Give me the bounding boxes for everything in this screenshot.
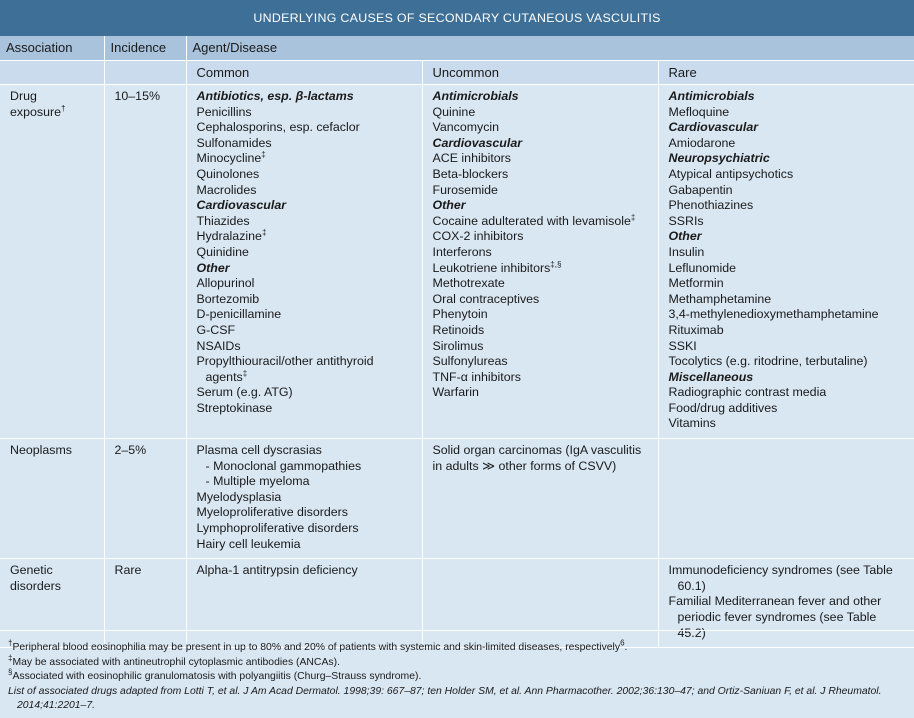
list-item: Oral contraceptives xyxy=(432,291,540,306)
list-item: Myeloproliferative disorders xyxy=(196,505,349,520)
cell-association xyxy=(0,85,104,439)
cell-common xyxy=(186,439,422,559)
source-citation: 2014;41:2201–7. xyxy=(17,700,96,712)
cell-uncommon xyxy=(422,85,658,439)
subheader-blank xyxy=(104,61,186,85)
list-item: Radiographic contrast media xyxy=(668,385,827,400)
col-header-association: Association xyxy=(0,36,104,61)
list-item: Methamphetamine xyxy=(668,291,772,306)
list-item: Leflunomide xyxy=(668,260,737,275)
source-citation: List of associated drugs adapted from Lotti T, et al. J Am Acad Dermatol. 1998;39: 667–87; ten Holder SM, et al. Ann Pharmacother. 2002;36:130–47; and Ortiz-Saniuan F, et al. J Rheumatol. xyxy=(8,685,882,697)
list-item: Retinoids xyxy=(432,322,485,337)
list-item: Cocaine adulterated with levamisole‡ xyxy=(432,212,636,228)
list-item: - Monoclonal gammopathies xyxy=(205,458,362,473)
list-item: Vitamins xyxy=(668,416,716,431)
list-item: G-CSF xyxy=(196,322,236,337)
list-item: Amiodarone xyxy=(668,135,736,150)
category-heading: Neuropsychiatric xyxy=(668,151,770,166)
association-label: Drug xyxy=(10,89,37,103)
cell-incidence: 2–5% xyxy=(104,439,186,559)
causes-table xyxy=(0,36,914,648)
list-item: NSAIDs xyxy=(196,338,241,353)
subheader-row xyxy=(0,61,914,85)
subheader-uncommon: Uncommon xyxy=(422,61,658,85)
list-item: D-penicillamine xyxy=(196,307,282,322)
list-item: COX-2 inhibitors xyxy=(432,229,524,244)
list-item: 60.1) xyxy=(677,578,706,593)
list-item: Bortezomib xyxy=(196,291,260,306)
footnote-mark: † xyxy=(60,103,66,113)
list-item: Interferons xyxy=(432,244,492,259)
list-item: Vancomycin xyxy=(432,120,500,135)
table-title: UNDERLYING CAUSES OF SECONDARY CUTANEOUS VASCULITIS xyxy=(0,0,914,36)
category-heading: Antimicrobials xyxy=(668,89,755,103)
list-item: Immunodeficiency syndromes (see Table xyxy=(668,563,893,578)
list-item: TNF-α inhibitors xyxy=(432,369,521,384)
list-item: Beta-blockers xyxy=(432,166,509,181)
category-heading: Other xyxy=(668,229,702,244)
list-item: Hairy cell leukemia xyxy=(196,536,301,551)
list-item: Insulin xyxy=(668,244,705,259)
category-heading: Other xyxy=(432,198,466,213)
list-item: Sulfonylureas xyxy=(432,354,508,369)
cell-incidence: Rare xyxy=(104,559,186,648)
category-heading: Antibiotics, esp. β-lactams xyxy=(196,89,354,103)
list-item: Penicillins xyxy=(196,104,252,119)
footnote: †Peripheral blood eosinophilia may be present in up to 80% and 20% of patients with systemic and skin-limited diseases, respectively$^6$. xyxy=(8,638,628,653)
list-item: Hydralazine‡ xyxy=(196,228,267,244)
category-heading: Miscellaneous xyxy=(668,369,754,384)
list-item: Sulfonamides xyxy=(196,135,272,150)
list-item: Sirolimus xyxy=(432,338,484,353)
cell-rare xyxy=(658,85,914,439)
list-item: SSKI xyxy=(668,338,697,353)
footnotes xyxy=(0,630,914,718)
list-item: Allopurinol xyxy=(196,276,255,291)
list-item: Metformin xyxy=(668,276,724,291)
list-item: periodic fever syndromes (see Table xyxy=(677,610,877,624)
col-header-incidence: Incidence xyxy=(104,36,186,61)
list-item: Quinine xyxy=(432,104,476,119)
footnote: ‡May be associated with antineutrophil cytoplasmic antibodies (ANCAs). xyxy=(8,653,340,668)
category-heading: Cardiovascular xyxy=(668,120,759,135)
category-heading: Other xyxy=(196,260,230,275)
list-item: Cephalosporins, esp. cefaclor xyxy=(196,120,360,135)
list-item: Methotrexate xyxy=(432,276,505,291)
list-item: Phenothiazines xyxy=(668,198,754,213)
list-item: Furosemide xyxy=(432,182,498,197)
cell-common xyxy=(186,85,422,439)
list-item: Plasma cell dyscrasias xyxy=(196,443,322,458)
list-item: Rituximab xyxy=(668,322,724,337)
list-item: Solid organ carcinomas (IgA vasculitis xyxy=(432,443,642,458)
list-item: Warfarin xyxy=(432,385,479,400)
cell-incidence: 10–15% xyxy=(104,85,186,439)
list-item: Streptokinase xyxy=(196,400,273,415)
list-item: ACE inhibitors xyxy=(432,151,512,166)
list-item: agents‡ xyxy=(205,368,248,384)
list-item: Mefloquine xyxy=(668,104,730,119)
list-item: Food/drug additives xyxy=(668,400,778,415)
list-item: Gabapentin xyxy=(668,182,733,197)
category-heading: Antimicrobials xyxy=(432,89,519,103)
footnote: §Associated with eosinophilic granulomatosis with polyangiitis (Churg–Strauss syndrome). xyxy=(8,667,422,683)
list-item: Quinidine xyxy=(196,244,249,259)
cell-association: Neoplasms xyxy=(0,439,104,559)
subheader-common: Common xyxy=(186,61,422,85)
category-heading: Cardiovascular xyxy=(432,135,523,150)
list-item: - Multiple myeloma xyxy=(205,474,310,489)
association-label: Genetic xyxy=(10,563,53,578)
list-item: in adults ≫ other forms of CSVV) xyxy=(432,458,617,473)
list-item: 3,4-methylenedioxymethamphetamine xyxy=(668,307,879,322)
list-item: 45.2) xyxy=(677,625,706,640)
list-item: Phenytoin xyxy=(432,307,488,322)
subheader-blank xyxy=(0,61,104,85)
table-row-drug-exposure xyxy=(0,85,914,439)
cell-uncommon xyxy=(422,439,658,559)
list-item: Propylthiouracil/other antithyroid xyxy=(196,354,374,369)
table-row-neoplasms xyxy=(0,439,914,559)
list-item: Familial Mediterranean fever and other xyxy=(668,594,882,609)
list-item: Lymphoproliferative disorders xyxy=(196,521,359,536)
list-item: Macrolides xyxy=(196,182,257,197)
col-header-agent: Agent/Disease xyxy=(186,36,914,61)
list-item: Tocolytics (e.g. ritodrine, terbutaline) xyxy=(668,354,868,369)
list-item: Myelodysplasia xyxy=(196,489,282,504)
association-label: exposure† xyxy=(10,103,66,119)
header-row xyxy=(0,36,914,61)
association-label: disorders xyxy=(10,578,61,593)
list-item: Leukotriene inhibitors‡,§ xyxy=(432,259,562,275)
category-heading: Cardiovascular xyxy=(196,198,287,213)
list-item: Serum (e.g. ATG) xyxy=(196,385,293,400)
cell-common: Alpha-1 antitrypsin deficiency xyxy=(186,559,422,648)
cell-rare xyxy=(658,439,914,559)
list-item: SSRIs xyxy=(668,213,704,228)
list-item: Atypical antipsychotics xyxy=(668,166,794,181)
subheader-rare: Rare xyxy=(658,61,914,85)
list-item: Thiazides xyxy=(196,213,250,228)
list-item: Minocycline‡ xyxy=(196,150,266,166)
list-item: Quinolones xyxy=(196,166,260,181)
